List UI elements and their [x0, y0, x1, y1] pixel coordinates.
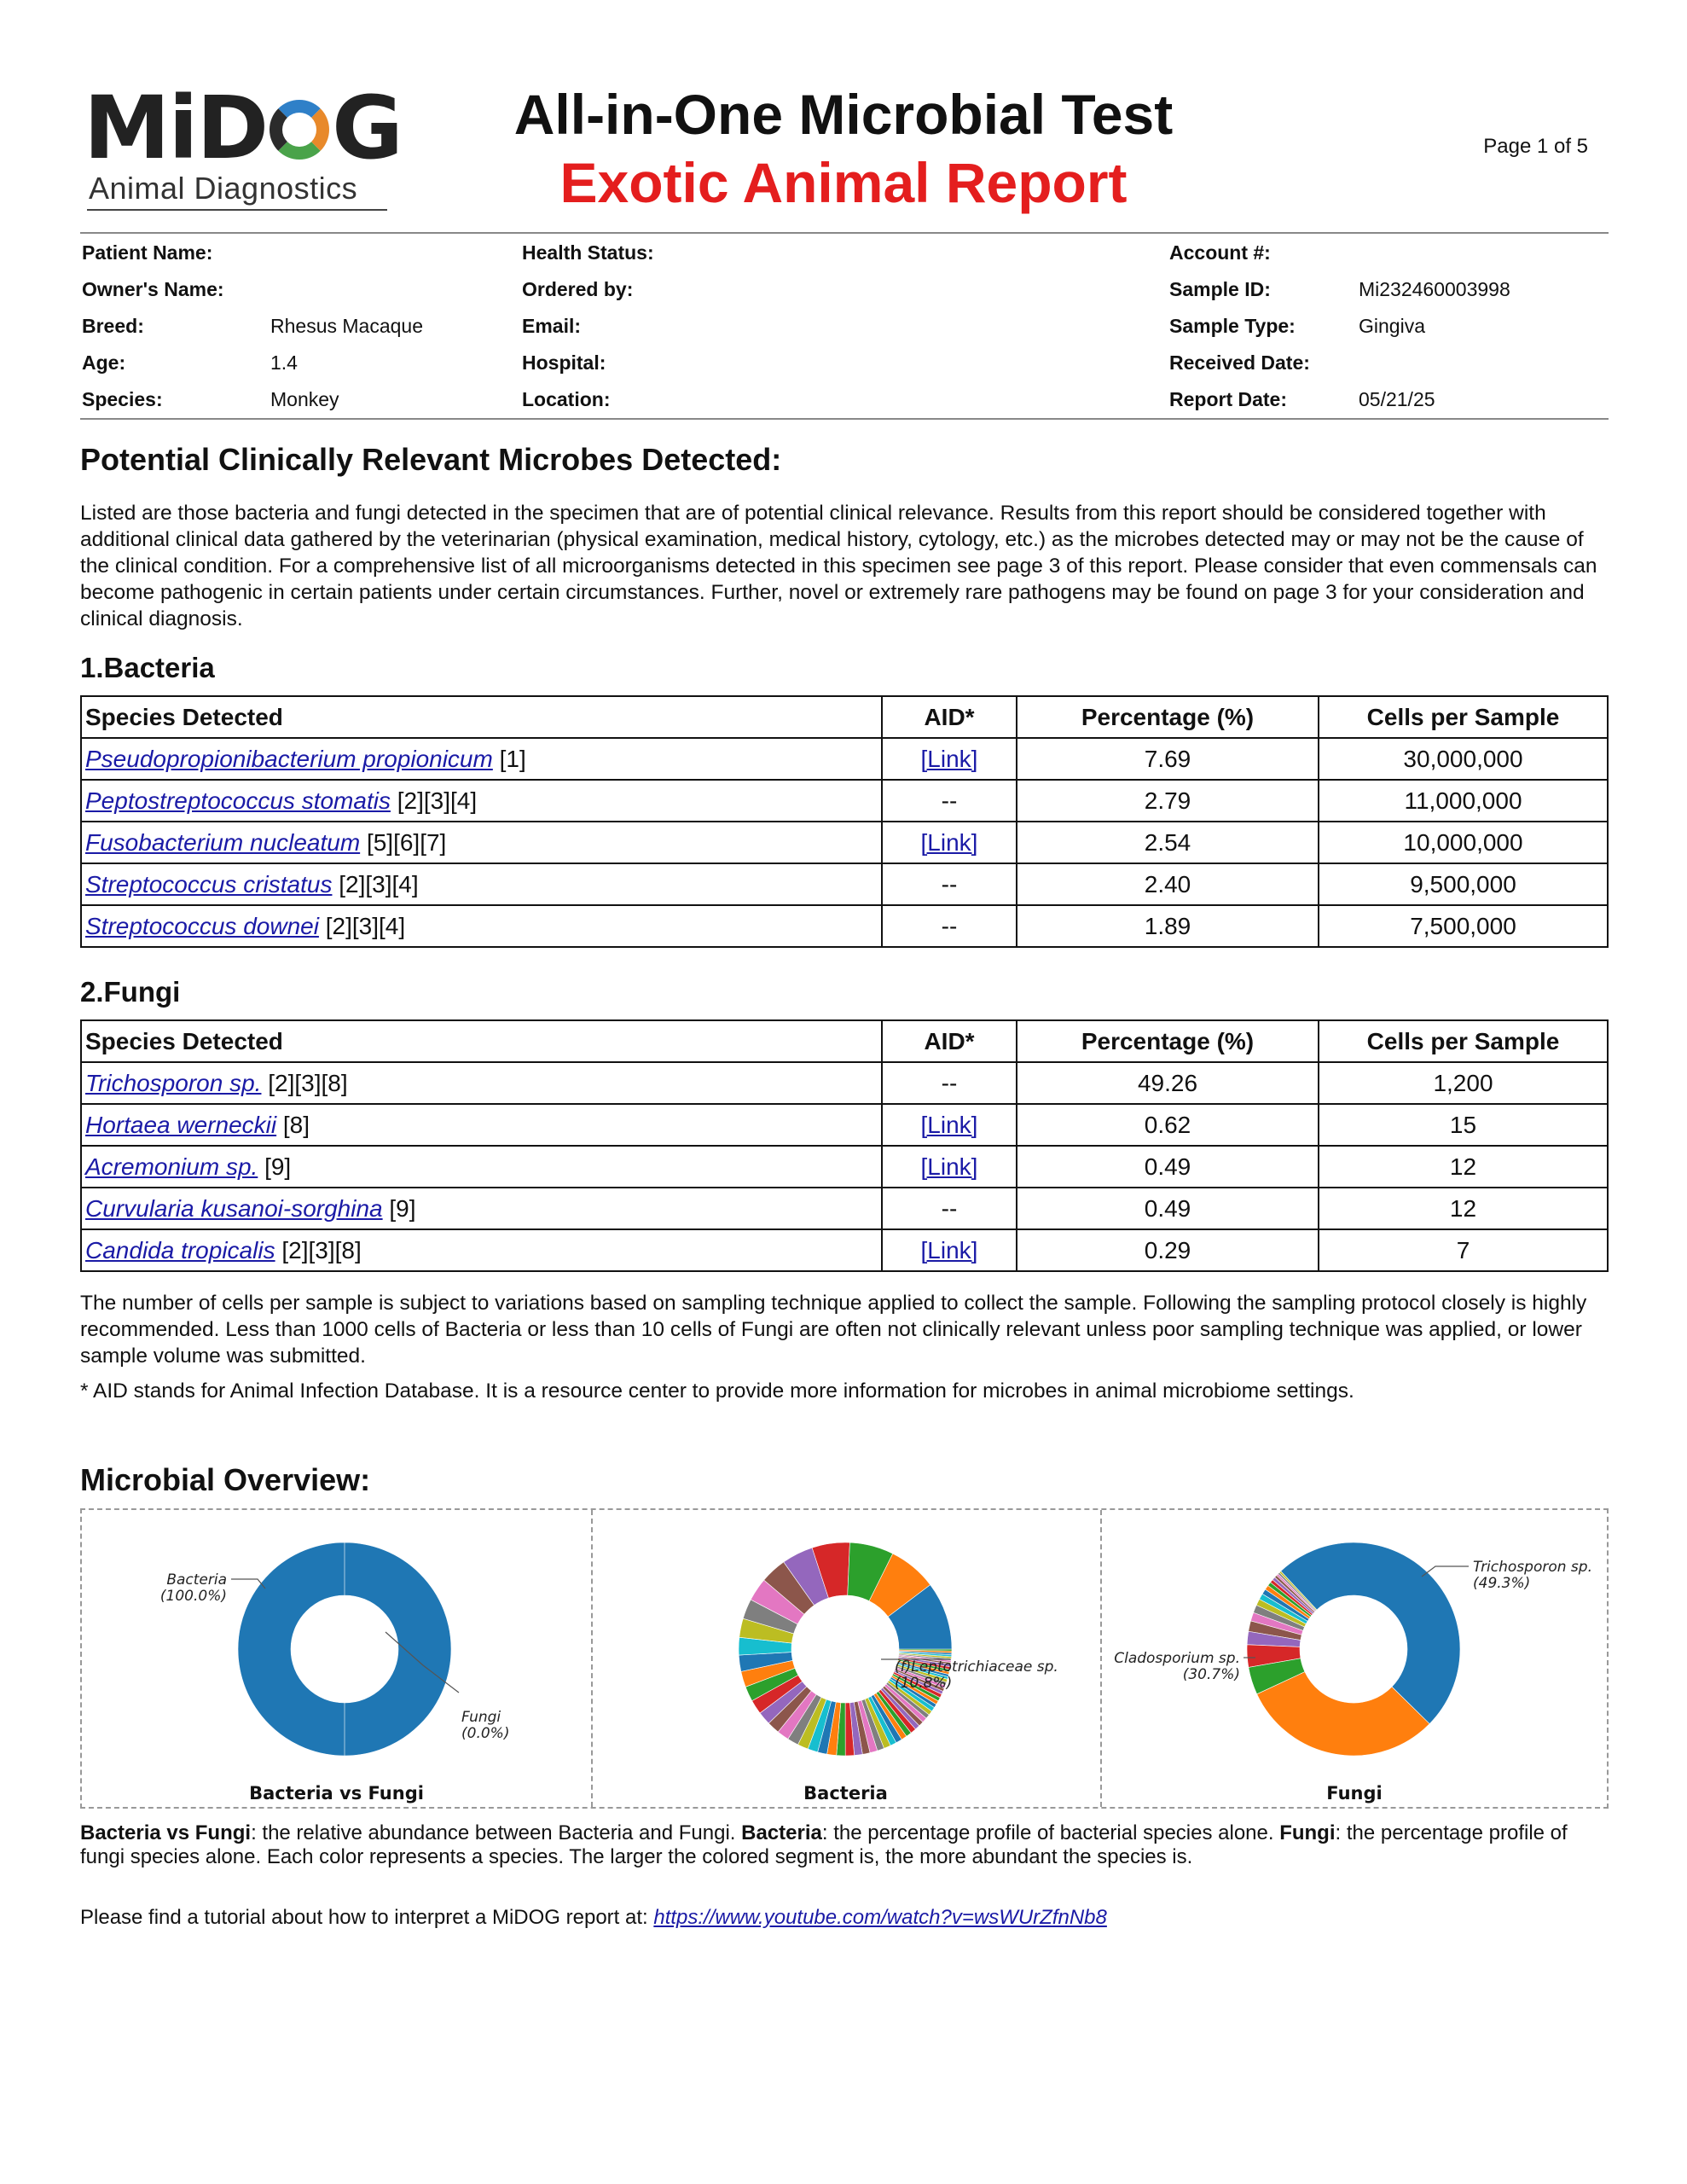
info-label: Breed:: [82, 315, 144, 337]
report-subtitle: Exotic Animal Report: [559, 151, 1128, 214]
cells-cell: 12: [1319, 1146, 1608, 1188]
table-row: [81, 905, 1608, 947]
info-label: Hospital:: [522, 351, 606, 374]
page-number: Page 1 of 5: [1483, 135, 1588, 158]
charts-panel: [80, 1508, 1609, 1809]
species-link[interactable]: Trichosporon sp.: [85, 1069, 262, 1096]
species-cell: [81, 822, 882, 863]
species-cell: [81, 863, 882, 905]
table-row: [81, 1229, 1608, 1271]
aid-cell: [882, 822, 1017, 863]
info-label: Received Date:: [1169, 351, 1310, 374]
legend-desc: : the relative abundance between Bacteria and Fungi.: [251, 1821, 742, 1844]
info-label: Ordered by:: [522, 278, 634, 300]
col-aid: AID*: [882, 696, 1017, 738]
species-cell: [81, 780, 882, 822]
table-header-row: [81, 696, 1608, 738]
col-cells: Cells per Sample: [1319, 696, 1608, 738]
annotation-trichosporon: Trichosporon sp. (49.3%): [1473, 1559, 1592, 1592]
aid-cell: [882, 863, 1017, 905]
aid-value: --: [941, 870, 958, 897]
fungi-table: [80, 1019, 1609, 1272]
annotation-fungi: Fungi (0.0%): [461, 1709, 510, 1742]
col-aid: AID*: [882, 1020, 1017, 1062]
species-link[interactable]: Candida tropicalis: [85, 1236, 275, 1263]
info-label: Owner's Name:: [82, 278, 224, 300]
col-percentage: Percentage (%): [1017, 1020, 1319, 1062]
chart-title-bacteria: Bacteria: [803, 1783, 888, 1804]
report-title: All-in-One Microbial Test: [513, 83, 1174, 146]
fungi-chart: [1100, 1510, 1609, 1810]
species-cell: [81, 1229, 882, 1271]
bacteria-heading: 1.Bacteria: [80, 652, 215, 683]
aid-cell: [882, 1188, 1017, 1229]
tutorial-text: Please find a tutorial about how to interpret a MiDOG report at:: [80, 1906, 648, 1929]
cells-cell: 11,000,000: [1319, 780, 1608, 822]
aid-cell: [882, 1146, 1017, 1188]
percentage-cell: 49.26: [1017, 1062, 1319, 1104]
species-refs: [2][3][4]: [339, 870, 419, 897]
tutorial-link[interactable]: https://www.youtube.com/watch?v=wsWUrZfnNb8: [653, 1906, 1107, 1929]
species-cell: [81, 1062, 882, 1104]
species-refs: [9]: [264, 1153, 292, 1180]
info-label: Sample Type:: [1169, 315, 1296, 337]
species-cell: [81, 1146, 882, 1188]
table-row: [81, 822, 1608, 863]
col-percentage: Percentage (%): [1017, 696, 1319, 738]
aid-cell: [882, 905, 1017, 947]
info-value: 05/21/25: [1359, 388, 1435, 410]
overview-title: Microbial Overview:: [80, 1462, 371, 1497]
legend-term: Bacteria: [741, 1821, 822, 1844]
aid-value: --: [941, 787, 958, 814]
tutorial-line: [80, 1904, 1615, 1931]
cells-cell: 12: [1319, 1188, 1608, 1229]
table-row: [81, 1146, 1608, 1188]
aid-cell: [882, 780, 1017, 822]
logo-subtitle: Animal Diagnostics: [89, 171, 358, 206]
aid-note: * AID stands for Animal Infection Database. It is a resource center to provide more information for microbes in animal microbiome settings.: [80, 1380, 1354, 1403]
info-label: Account #:: [1169, 241, 1271, 264]
info-value: Mi232460003998: [1359, 278, 1510, 300]
info-label: Sample ID:: [1169, 278, 1271, 300]
species-link[interactable]: Peptostreptococcus stomatis: [85, 787, 391, 814]
aid-cell: [882, 1229, 1017, 1271]
info-value: Monkey: [270, 388, 339, 410]
cells-cell: 10,000,000: [1319, 822, 1608, 863]
species-cell: [81, 1104, 882, 1146]
fungi-heading: 2.Fungi: [80, 976, 181, 1008]
aid-value: --: [941, 1194, 958, 1222]
annotation-cladosporium: Cladosporium sp. (30.7%): [1114, 1650, 1240, 1683]
cells-note: The number of cells per sample is subject to variations based on sampling technique applied to collect the sample. Following the sampling protocol closely is highly recommended. Less than 1000 cells of Bacteria or less than 10 cells of Fungi are often not clinically relevant unless poor sampling technique was applied, or lower sample volume was submitted.: [80, 1292, 1587, 1368]
info-label: Email:: [522, 315, 582, 337]
col-species: Species Detected: [81, 696, 882, 738]
table-row: [81, 1188, 1608, 1229]
aid-cell: [882, 1104, 1017, 1146]
info-label: Health Status:: [522, 241, 654, 264]
cells-cell: 7: [1319, 1229, 1608, 1271]
table-row: [81, 738, 1608, 780]
info-label: Species:: [82, 388, 163, 410]
percentage-cell: 0.49: [1017, 1188, 1319, 1229]
species-cell: [81, 1188, 882, 1229]
species-refs: [2][3][8]: [281, 1236, 362, 1263]
table-row: [81, 863, 1608, 905]
percentage-cell: 2.79: [1017, 780, 1319, 822]
aid-cell: [882, 738, 1017, 780]
species-refs: [1]: [499, 745, 526, 772]
cells-cell: 7,500,000: [1319, 905, 1608, 947]
info-label: Report Date:: [1169, 388, 1288, 410]
species-cell: [81, 738, 882, 780]
info-value: Gingiva: [1359, 315, 1425, 337]
percentage-cell: 0.29: [1017, 1229, 1319, 1271]
cells-cell: 9,500,000: [1319, 863, 1608, 905]
percentage-cell: 7.69: [1017, 738, 1319, 780]
chart-title-bacteria-vs-fungi: Bacteria vs Fungi: [249, 1783, 424, 1804]
aid-value[interactable]: [Link]: [920, 1153, 978, 1180]
annotation-leptotrichiaceae: (f)Leptotrichiaceae sp. (10.8%): [895, 1658, 1058, 1692]
species-link[interactable]: Pseudopropionibacterium propionicum: [85, 745, 493, 772]
aid-cell: [882, 1062, 1017, 1104]
chart-title-fungi: Fungi: [1326, 1783, 1383, 1804]
intro-paragraph: Listed are those bacteria and fungi detected in the specimen that are of potential clinical relevance. Results from this report should be considered together with additional clinical data gathered by the veterinarian (physical examination, medical history, cytology, etc.) as the microbes detected may or may not be the cause of the clinical condition. For a comprehensive list of all microorganisms detected in this specimen see page 3 of this report. Please consider that even commensals can become pathogenic in certain patients under certain circumstances. Further, novel or extremely rare pathogens may be found on page 3 for your consideration and clinical diagnosis.: [80, 502, 1597, 630]
table-row: [81, 1062, 1608, 1104]
info-label: Age:: [82, 351, 126, 374]
table-row: [81, 780, 1608, 822]
percentage-cell: 0.49: [1017, 1146, 1319, 1188]
info-value: Rhesus Macaque: [270, 315, 423, 337]
aid-value[interactable]: [Link]: [920, 828, 978, 856]
table-header-row: [81, 1020, 1608, 1062]
header-rule: [80, 232, 1609, 234]
species-cell: [81, 905, 882, 947]
annotation-bacteria: Bacteria (100.0%): [159, 1571, 227, 1605]
aid-value: --: [941, 1069, 958, 1096]
info-rule: [80, 418, 1609, 420]
chart-legend-text: [80, 1821, 1615, 1869]
percentage-cell: 0.62: [1017, 1104, 1319, 1146]
aid-value: --: [941, 912, 958, 939]
species-link[interactable]: Hortaea werneckii: [85, 1111, 277, 1138]
cells-cell: 1,200: [1319, 1062, 1608, 1104]
legend-desc: : the percentage profile of bacterial species alone.: [821, 1821, 1280, 1844]
percentage-cell: 1.89: [1017, 905, 1319, 947]
aid-value[interactable]: [Link]: [920, 1236, 978, 1263]
col-cells: Cells per Sample: [1319, 1020, 1608, 1062]
species-refs: [2][3][4]: [325, 912, 406, 939]
cells-cell: 15: [1319, 1104, 1608, 1146]
species-link[interactable]: Streptococcus cristatus: [85, 870, 333, 897]
legend-term: Fungi: [1279, 1821, 1336, 1844]
percentage-cell: 2.40: [1017, 863, 1319, 905]
species-refs: [2][3][4]: [397, 787, 478, 814]
bacteria-vs-fungi-chart: [82, 1510, 591, 1810]
legend-desc: : the percentage profile of fungi species alone. Each color represents a species. The larger the colored segment is, the more abundant the species is.: [80, 1821, 1568, 1868]
percentage-cell: 2.54: [1017, 822, 1319, 863]
species-link[interactable]: Curvularia kusanoi-sorghina: [85, 1194, 383, 1222]
aid-value[interactable]: [Link]: [920, 745, 978, 772]
aid-value[interactable]: [Link]: [920, 1111, 978, 1138]
info-value: 1.4: [270, 351, 298, 374]
species-link[interactable]: Fusobacterium nucleatum: [85, 828, 361, 856]
legend-term: Bacteria vs Fungi: [80, 1821, 252, 1844]
logo-wordmark: MiD G: [84, 78, 402, 179]
bacteria-chart: [591, 1510, 1100, 1810]
col-species: Species Detected: [81, 1020, 882, 1062]
info-label: Patient Name:: [82, 241, 213, 264]
cells-cell: 30,000,000: [1319, 738, 1608, 780]
species-refs: [8]: [282, 1111, 310, 1138]
table-row: [81, 1104, 1608, 1146]
species-refs: [5][6][7]: [366, 828, 447, 856]
species-refs: [2][3][8]: [268, 1069, 348, 1096]
bacteria-vs-fungi-slice: [238, 1542, 451, 1756]
info-label: Location:: [522, 388, 611, 410]
species-refs: [9]: [389, 1194, 416, 1222]
bacteria-table: [80, 695, 1609, 948]
section-title: Potential Clinically Relevant Microbes Detected:: [80, 442, 782, 477]
species-link[interactable]: Streptococcus downei: [85, 912, 319, 939]
species-link[interactable]: Acremonium sp.: [85, 1153, 258, 1180]
